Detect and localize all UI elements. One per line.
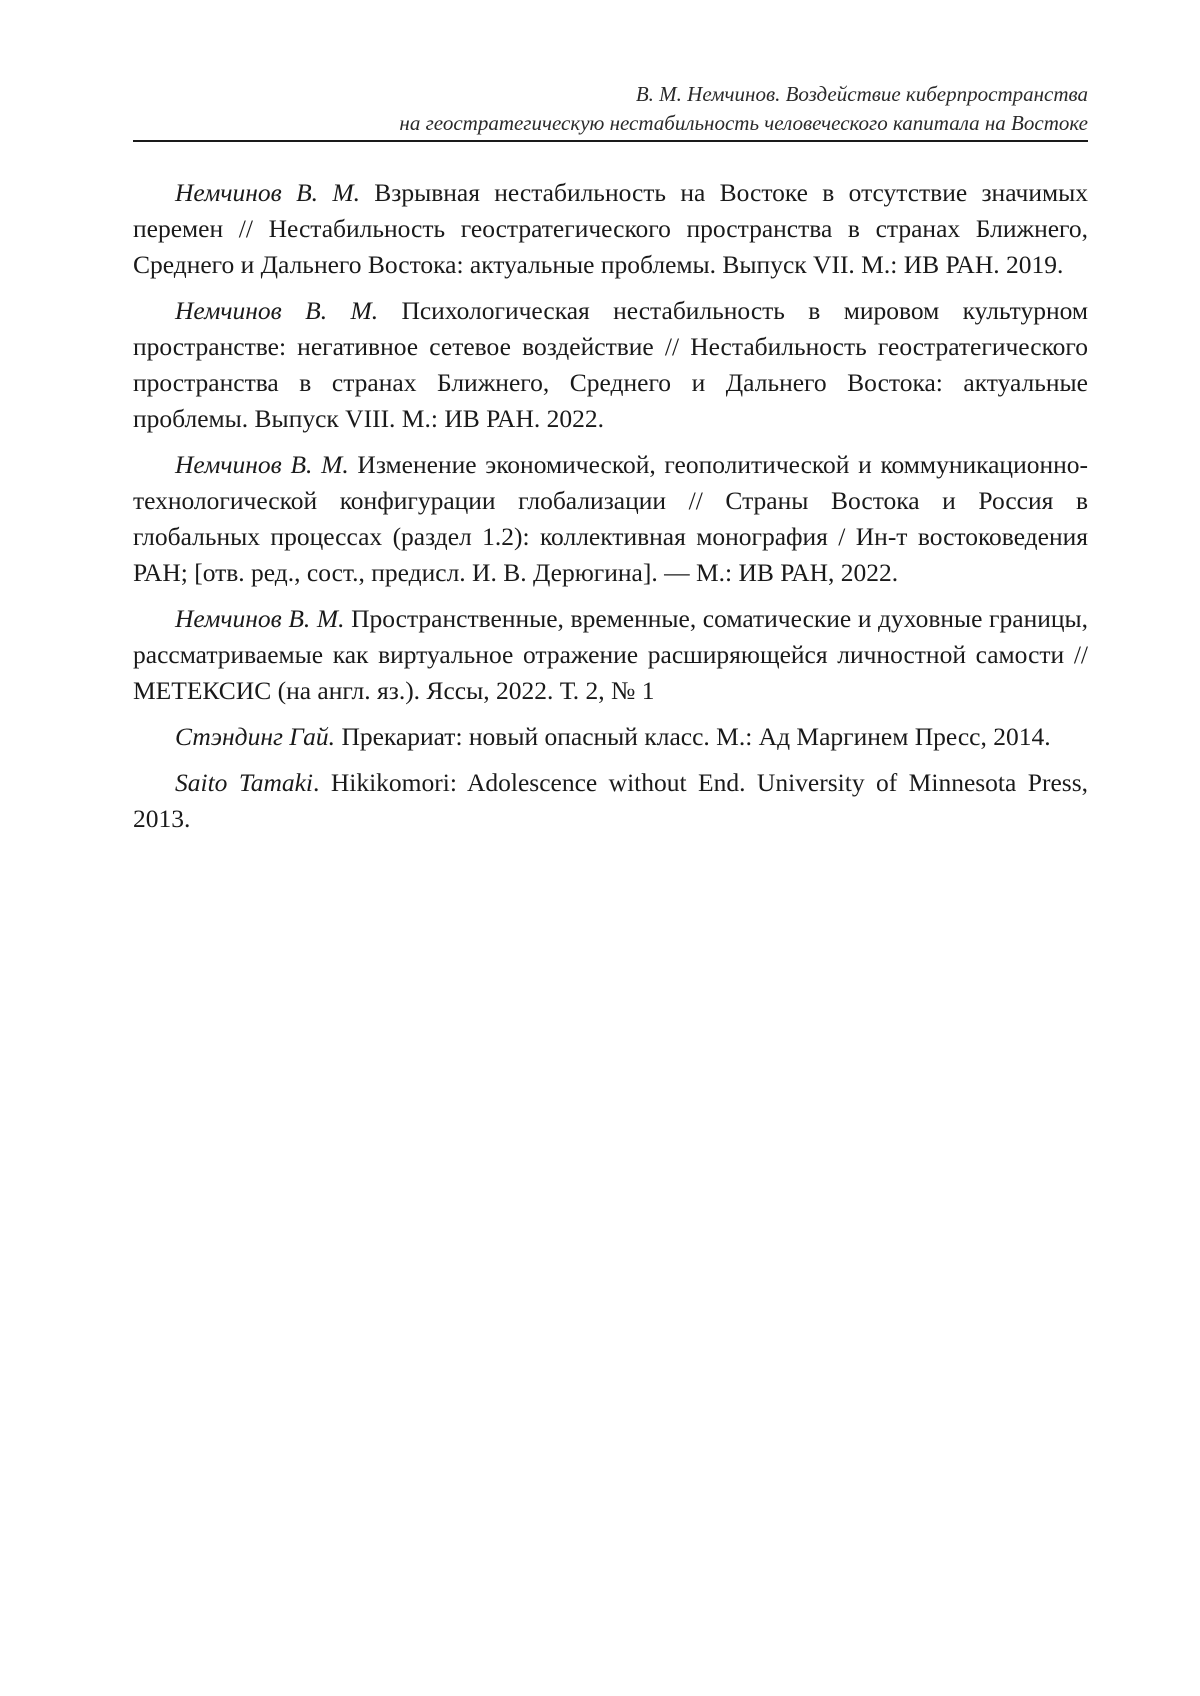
reference-item [133, 293, 1088, 437]
running-header [133, 80, 1088, 138]
reference-item [133, 175, 1088, 283]
reference-item [133, 601, 1088, 709]
reference-author: Немчинов В. М. [175, 178, 360, 207]
reference-text: Психологическая нестабильность в мировом культурном пространстве: негативное сетевое воздействие // Нестабильность геостратегического пространства в странах Ближнего, Среднего и Дальнего Востока: актуальные проблемы. Выпуск VIII. М.: ИВ РАН. 2022. [133, 296, 1088, 433]
reference-author: Немчинов В. М. [175, 604, 345, 633]
reference-text: Взрывная нестабильность на Востоке в отсутствие значимых перемен // Нестабильность геостратегического пространства в странах Ближнего, Среднего и Дальнего Востока: актуальные проблемы. Выпуск VII. М.: ИВ РАН. 2019. [133, 178, 1088, 279]
reference-item [133, 719, 1088, 755]
reference-text: Пространственные, временные, соматические и духовные границы, рассматриваемые как виртуальное отражение расширяющейся личностной самости // МЕТЕКСИС (на англ. яз.). Яссы, 2022. Т. 2, № 1 [133, 604, 1088, 705]
reference-list [133, 175, 1088, 847]
reference-text: . Hikikomori: Adolescence without End. University of Minnesota Press, 2013. [133, 768, 1088, 833]
reference-author: Немчинов В. М. [175, 450, 349, 479]
reference-text: Прекариат: новый опасный класс. М.: Ад Маргинем Пресс, 2014. [341, 722, 1050, 751]
reference-item [133, 447, 1088, 591]
running-header-line-1: В. М. Немчинов. Воздействие киберпространства [133, 80, 1088, 109]
header-divider [133, 140, 1088, 142]
reference-author: Стэндинг Гай. [175, 722, 335, 751]
reference-author: Saito Tamaki [175, 768, 313, 797]
reference-item [133, 765, 1088, 837]
reference-author: Немчинов В. М. [175, 296, 378, 325]
running-header-line-2: на геостратегическую нестабильность человеческого капитала на Востоке [133, 109, 1088, 138]
reference-text: Изменение экономической, геополитической и коммуникационно-технологической конфигурации глобализации // Страны Востока и Россия в глобальных процессах (раздел 1.2): коллективная монография / Ин-т востоковедения РАН; [отв. ред., сост., предисл. И. В. Дерюгина]. — М.: ИВ РАН, 2022. [133, 450, 1088, 587]
